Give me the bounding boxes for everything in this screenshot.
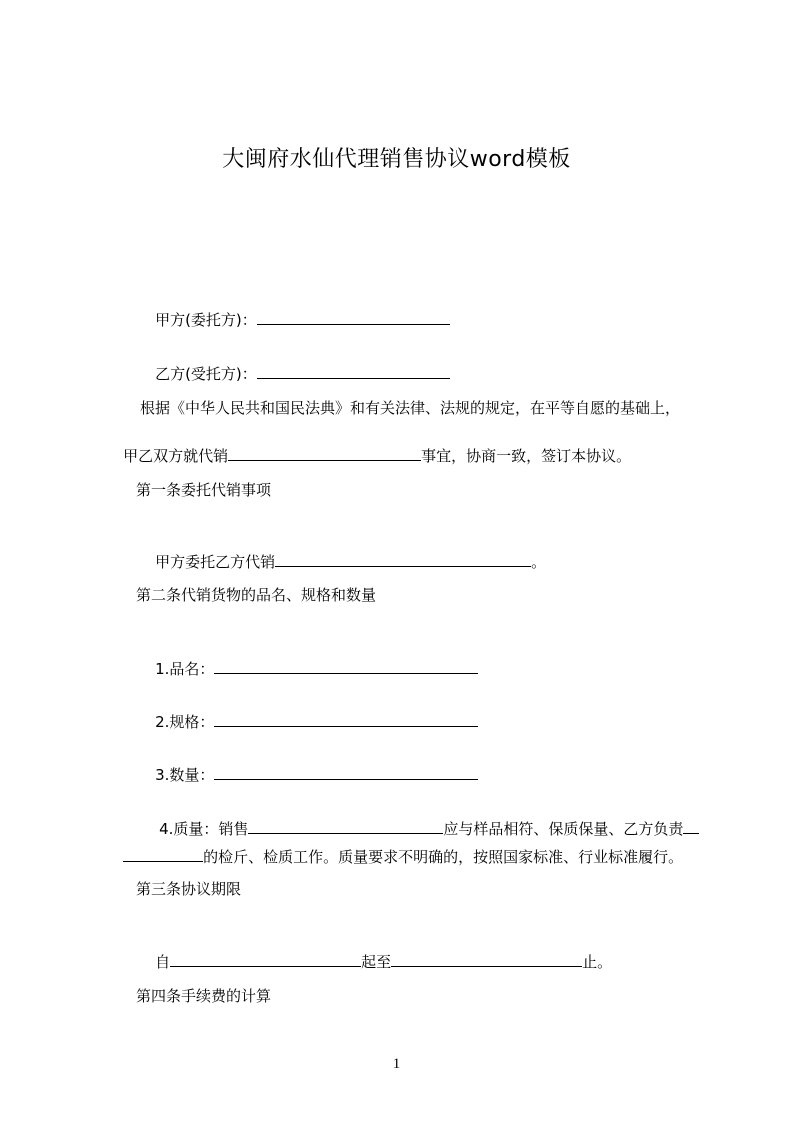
document-title: 大闽府水仙代理销售协议word模板: [222, 147, 571, 172]
preamble-text-b: 事宜，协商一致，签订本协议。: [421, 447, 632, 465]
start-date-blank[interactable]: [170, 952, 361, 967]
article-3-title: 第三条协议期限: [136, 880, 242, 898]
preamble-line-2: [104, 426, 631, 486]
term-end-label: 止。: [582, 953, 613, 971]
product-blank[interactable]: [228, 446, 421, 461]
party-b-label: 乙方(受托方)：: [155, 365, 257, 383]
preamble-line-1: 根据《中华人民共和国民法典》和有关法律、法规的规定，在平等自愿的基础上，: [140, 399, 681, 417]
end-date-blank[interactable]: [391, 952, 582, 967]
article-2-title: 第二条代销货物的品名、规格和数量: [136, 586, 377, 604]
item-4-line-2: [104, 827, 683, 887]
item-1-line: [136, 639, 478, 699]
preamble-text-a: 甲乙双方就代销: [123, 447, 229, 465]
article-1-title: 第一条委托代销事项: [136, 481, 272, 499]
term-to-label: 起至: [361, 953, 392, 971]
item-3-label: 3.数量：: [155, 766, 215, 784]
term-line: [136, 932, 612, 992]
item-4-blank-3[interactable]: [123, 847, 203, 862]
party-b-blank[interactable]: [257, 364, 450, 379]
item-2-line: [136, 692, 478, 752]
party-a-line: [136, 290, 450, 350]
page-number: 1: [392, 1056, 401, 1072]
item-2-label: 2.规格：: [155, 713, 215, 731]
item-1-blank[interactable]: [214, 659, 478, 674]
item-4-blank-2[interactable]: [683, 819, 699, 834]
article-1-end: 。: [531, 553, 547, 571]
item-4-text: 应与样品相符、保质保量、乙方负责: [443, 820, 684, 838]
item-1-label: 1.品名：: [155, 660, 215, 678]
party-a-blank[interactable]: [257, 310, 450, 325]
item-4-text-2: 的检斤、检质工作。质量要求不明确的，按照国家标准、行业标准履行。: [203, 848, 684, 866]
term-from-label: 自: [155, 953, 171, 971]
article-1-text: [136, 532, 546, 592]
party-a-label: 甲方(委托方)：: [155, 311, 257, 329]
item-4-label: 4.质量：销售: [159, 820, 249, 838]
article-1-blank[interactable]: [275, 552, 531, 567]
party-b-line: [136, 344, 450, 404]
item-3-line: [136, 745, 478, 805]
item-2-blank[interactable]: [214, 712, 478, 727]
item-3-blank[interactable]: [214, 765, 478, 780]
article-1-label: 甲方委托乙方代销: [155, 553, 276, 571]
article-4-title: 第四条手续费的计算: [136, 987, 272, 1005]
